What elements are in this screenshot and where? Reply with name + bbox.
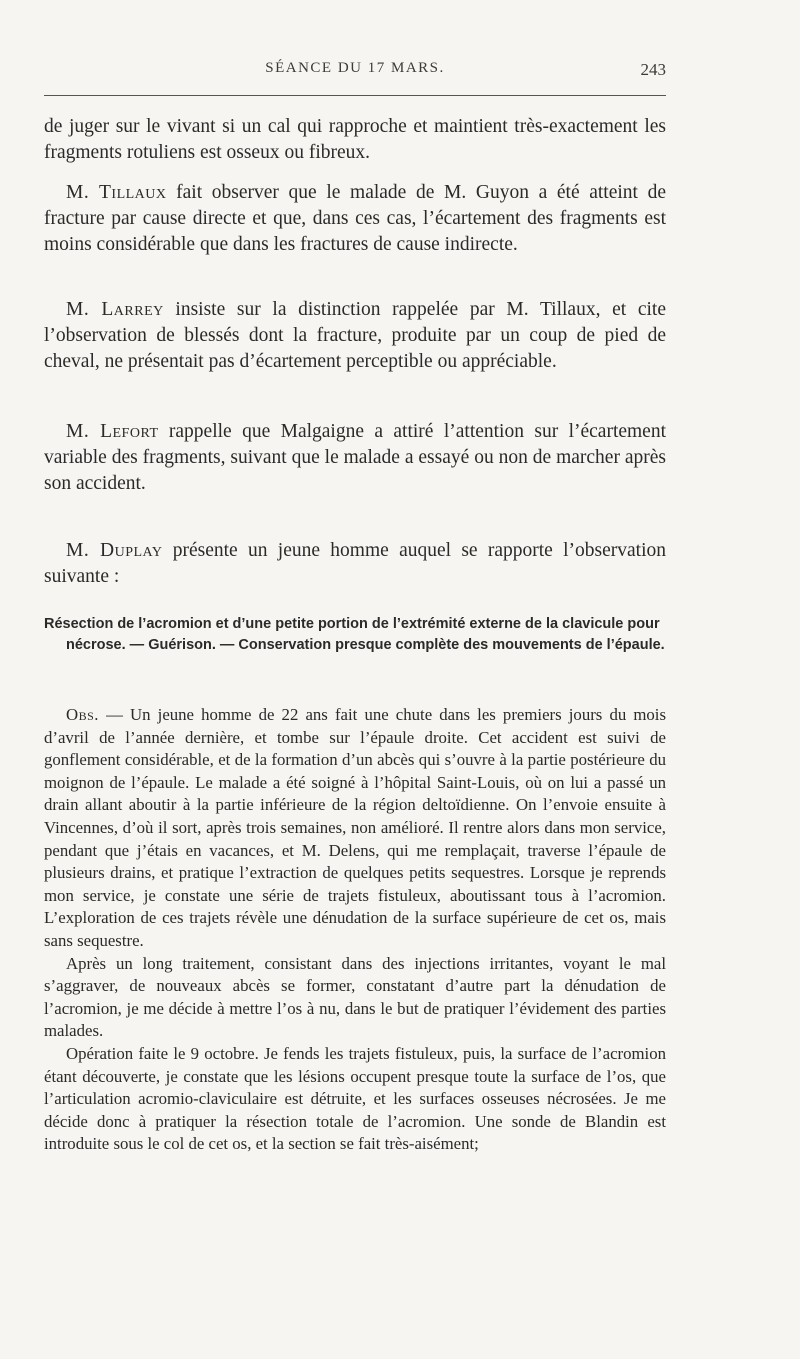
obs-label: Obs. (66, 705, 99, 724)
paragraph-text: — Un jeune homme de 22 ans fait une chute dans les premiers jours du mois d’avril de l’année dernière, et tombe sur l’épaule droite. Cet accident est suivi de gonflement considérable, et de la formation d’un abcès qui s’ouvre à la partie postérieure du moignon de l’épaule. Le malade a été soigné à l’hôpital Saint-Louis, où on lui a passé un drain allant aboutir à la partie inférieure de la région deltoïdienne. On l’envoie ensuite à Vincennes, d’où il sort, après trois semaines, non amélioré. Il rentre alors dans mon service, pendant que j’étais en vacances, et M. Delens, qui me remplaçait, traverse l’épaule de plusieurs drains, et pratique l’extraction de quelques petits sequestres. Lorsque je reprends mon service, je constate une série de trajets fistuleux, aboutissant tous à l’acromion. L’exploration de ces trajets révèle une dénudation de la surface supérieure de cet os, mais sans sequestre. (44, 705, 666, 950)
paragraph-text: insiste sur la distinction rappelée par M. Tillaux, et cite l’observation de blessés dont la fracture, produite par un coup de pied de cheval, ne présentait pas d’écartement perceptible ou appréciable. (44, 299, 667, 372)
running-title: SÉANCE DU 17 MARS. (265, 60, 445, 76)
speaker-name: M. Lefort (66, 421, 159, 442)
speaker-name: M. Tillaux (66, 182, 167, 203)
paragraph-duplay (44, 538, 666, 590)
paragraph-text: fait observer que le malade de M. Guyon a été atteint de fracture par cause directe et que, dans ces cas, l’écartement des fragments est moins considérable que dans les fractures de cause indirecte. (44, 182, 666, 255)
header-rule (44, 95, 666, 96)
observation-paragraph-2: Après un long traitement, consistant dans des injections irritantes, voyant le mal s’aggraver, de nouveaux abcès se former, constatant d’autre part la dénudation de l’acromion, je me décide à mettre l’os à nu, dans le but de pratiquer l’évidement des parties malades. (44, 953, 666, 1041)
paragraph-text: de juger sur le vivant si un cal qui rapproche et maintient très-exactement les fragments rotuliens est osseux ou fibreux. (44, 116, 666, 163)
paragraph-lefort (44, 419, 666, 497)
speaker-name: M. Duplay (66, 540, 163, 561)
section-heading-text: Résection de l’acromion et d’une petite portion de l’extrémité externe de la clavicule pour nécrose. — Guérison. — Conservation presque complète des mouvements de l’épaule. (44, 616, 665, 653)
paragraph-1 (44, 114, 666, 166)
running-head (44, 60, 666, 84)
page-number: 243 (640, 60, 666, 79)
observation-paragraph-3: Opération faite le 9 octobre. Je fends les trajets fistuleux, puis, la surface de l’acromion étant découverte, je constate que les lésions occupent presque toute la surface de l’os, que l’articulation acromio-claviculaire est détruite, et les surfaces osseuses nécrosées. Je me décide donc à pratiquer la résection totale de l’acromion. Une sonde de Blandin est introduite sous le col de cet os, et la section se fait très-aisément; (44, 1043, 666, 1154)
observation (44, 704, 666, 1156)
paragraph-text: rappelle que Malgaigne a attiré l’attention sur l’écartement variable des fragments, suivant que le malade a essayé ou non de marcher après son accident. (44, 421, 667, 494)
paragraph-larrey (44, 297, 666, 375)
section-heading (44, 614, 666, 655)
paragraph-tillaux (44, 180, 666, 258)
paragraph-text: présente un jeune homme auquel se rapporte l’observation suivante : (44, 540, 666, 587)
speaker-name: M. Larrey (66, 299, 164, 320)
